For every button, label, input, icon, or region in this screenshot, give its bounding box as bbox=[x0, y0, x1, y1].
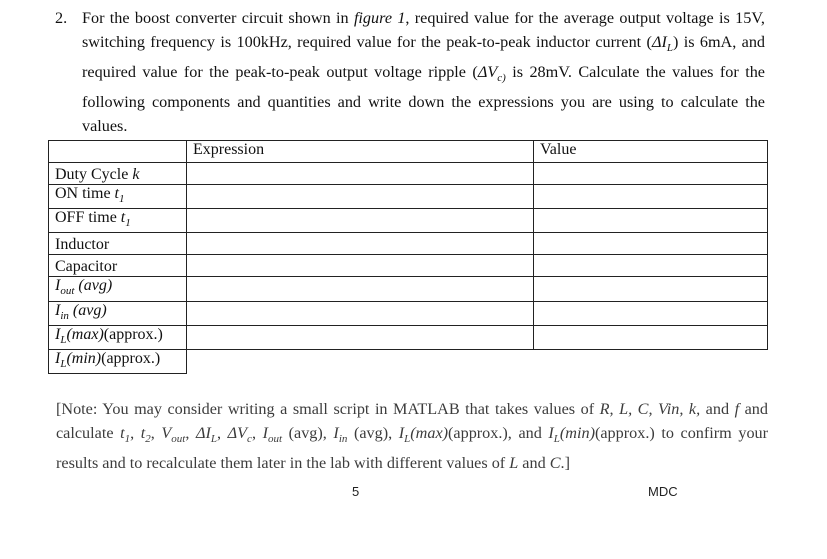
expression-cell[interactable] bbox=[187, 233, 534, 255]
value-cell[interactable] bbox=[534, 255, 768, 277]
table-row bbox=[49, 233, 768, 255]
note-text: , bbox=[150, 424, 162, 442]
note-text: (approx.), and bbox=[448, 424, 549, 442]
calculation-table bbox=[48, 140, 768, 374]
symbol: I bbox=[55, 277, 61, 295]
label-text: ON time bbox=[55, 185, 115, 202]
header-expression: Expression bbox=[187, 141, 534, 163]
table-row bbox=[49, 301, 768, 325]
subscript: out bbox=[171, 433, 186, 446]
note-text: , bbox=[217, 424, 228, 442]
expression-cell[interactable] bbox=[187, 325, 534, 349]
note-text: .] bbox=[560, 454, 570, 473]
value-cell[interactable] bbox=[534, 209, 768, 233]
row-label-on-time bbox=[49, 185, 187, 209]
question-text-part: , required value for the average output voltage is 15V, switching frequency is 100kHz, required value for the peak-to-peak inductor current ( bbox=[82, 9, 765, 51]
table-row bbox=[49, 185, 768, 209]
row-label-inductor: Inductor bbox=[49, 233, 187, 255]
note-text: (avg), bbox=[282, 424, 334, 442]
subscript: 2 bbox=[145, 433, 151, 446]
expression-cell[interactable] bbox=[187, 301, 534, 325]
row-label-il-max bbox=[49, 325, 187, 349]
subscript: L bbox=[60, 333, 67, 346]
symbol: I bbox=[55, 325, 61, 343]
value-cell[interactable] bbox=[534, 325, 768, 349]
note-text: and bbox=[518, 454, 550, 473]
subscript: 1 bbox=[124, 433, 131, 446]
page-number: 5 bbox=[352, 484, 360, 499]
expression-cell[interactable] bbox=[187, 255, 534, 277]
subscript: c) bbox=[497, 72, 506, 85]
note-symbols: R, L, C, Vin, k, bbox=[599, 400, 701, 418]
label-text: (avg) bbox=[68, 301, 107, 319]
row-label-iout-avg bbox=[49, 277, 187, 301]
row-label-off-time bbox=[49, 209, 187, 233]
value-cell[interactable] bbox=[534, 301, 768, 325]
note-text: , bbox=[251, 424, 263, 442]
note-text: and calculate bbox=[56, 400, 768, 442]
question-text bbox=[82, 6, 765, 138]
note-symbol: I bbox=[398, 424, 405, 442]
note-text: , bbox=[130, 424, 141, 442]
expression-cell[interactable] bbox=[187, 185, 534, 209]
table-row bbox=[49, 163, 768, 185]
expression-cell[interactable] bbox=[187, 209, 534, 233]
subscript: out bbox=[60, 285, 75, 298]
row-label-iin-avg bbox=[49, 301, 187, 325]
symbol: I bbox=[55, 349, 61, 367]
note-paragraph bbox=[56, 397, 768, 475]
question-text-part: is 28mV. Calculate the values for the following components and quantities and write down the expressions you are using to calculate the values. bbox=[82, 63, 765, 136]
subscript: L bbox=[60, 358, 67, 371]
note-symbol: (min) bbox=[559, 424, 595, 442]
note-symbol: V bbox=[161, 424, 172, 442]
symbol: k bbox=[132, 166, 140, 183]
note-symbol: t bbox=[120, 424, 125, 442]
symbol: ΔV bbox=[477, 63, 498, 82]
note-symbol: L bbox=[509, 454, 519, 473]
expression-cell[interactable] bbox=[187, 277, 534, 301]
question-text-part: ) is 6mA, and required value for the peak-to-peak output voltage ripple ( bbox=[82, 33, 766, 82]
value-cell[interactable] bbox=[534, 277, 768, 301]
subscript: L bbox=[404, 433, 411, 446]
note-symbol: I bbox=[333, 424, 339, 442]
table-header-row bbox=[49, 141, 768, 163]
table-row bbox=[49, 325, 768, 349]
note-text: and bbox=[700, 400, 735, 418]
value-cell[interactable] bbox=[534, 163, 768, 185]
subscript: L bbox=[553, 433, 560, 446]
question-number: 2. bbox=[55, 9, 68, 27]
table-row bbox=[49, 209, 768, 233]
row-label-capacitor: Capacitor bbox=[49, 255, 187, 277]
question-block bbox=[55, 6, 765, 138]
label-text: (avg) bbox=[74, 277, 113, 295]
subscript: in bbox=[338, 433, 348, 446]
note-text: , bbox=[185, 424, 196, 442]
symbol: t bbox=[120, 209, 126, 227]
figure-reference: figure 1 bbox=[353, 9, 406, 27]
note-symbol: I bbox=[548, 424, 554, 442]
subscript: c bbox=[247, 433, 252, 446]
table-row bbox=[49, 349, 768, 373]
row-label-il-min bbox=[49, 349, 187, 373]
label-text: (min) bbox=[66, 349, 102, 367]
table-row bbox=[49, 255, 768, 277]
label-text: (approx.) bbox=[101, 349, 161, 367]
subscript: 1 bbox=[125, 217, 131, 230]
table-row bbox=[49, 277, 768, 301]
note-text: [Note: You may consider writing a small script in MATLAB that takes values of bbox=[56, 400, 600, 418]
note-symbol: I bbox=[262, 424, 268, 442]
symbol: I bbox=[55, 301, 61, 319]
label-text: (max) bbox=[66, 325, 104, 343]
subscript: L bbox=[666, 42, 673, 55]
subscript: 1 bbox=[119, 193, 125, 206]
expression-cell[interactable] bbox=[187, 163, 534, 185]
symbol: t bbox=[114, 185, 119, 202]
header-value: Value bbox=[534, 141, 768, 163]
symbol: ΔI bbox=[651, 33, 667, 51]
subscript: L bbox=[210, 433, 218, 446]
note-symbol: t bbox=[140, 424, 146, 442]
note-symbol: f bbox=[734, 400, 740, 418]
note-symbol: ΔI bbox=[195, 424, 211, 442]
value-cell[interactable] bbox=[534, 233, 768, 255]
question-text-part: For the boost converter circuit shown in bbox=[82, 9, 354, 27]
value-cell[interactable] bbox=[534, 185, 768, 209]
subscript: in bbox=[60, 309, 69, 322]
row-label-duty-cycle bbox=[49, 163, 187, 185]
label-text: (approx.) bbox=[103, 325, 163, 343]
empty-cell bbox=[534, 349, 768, 373]
empty-cell bbox=[187, 349, 534, 373]
note-symbol: C bbox=[549, 454, 561, 473]
note-symbol: (max) bbox=[410, 424, 449, 442]
label-text: Duty Cycle bbox=[55, 166, 133, 183]
footer-label: MDC bbox=[648, 484, 678, 499]
note-text: (avg), bbox=[347, 424, 399, 442]
note-symbol: ΔV bbox=[227, 424, 248, 442]
subscript: out bbox=[267, 433, 283, 446]
header-blank-cell bbox=[49, 141, 187, 163]
label-text: OFF time bbox=[55, 209, 121, 227]
note-text: (approx.) to confirm your results and to recalculate them later in the lab with different values of bbox=[56, 424, 769, 473]
